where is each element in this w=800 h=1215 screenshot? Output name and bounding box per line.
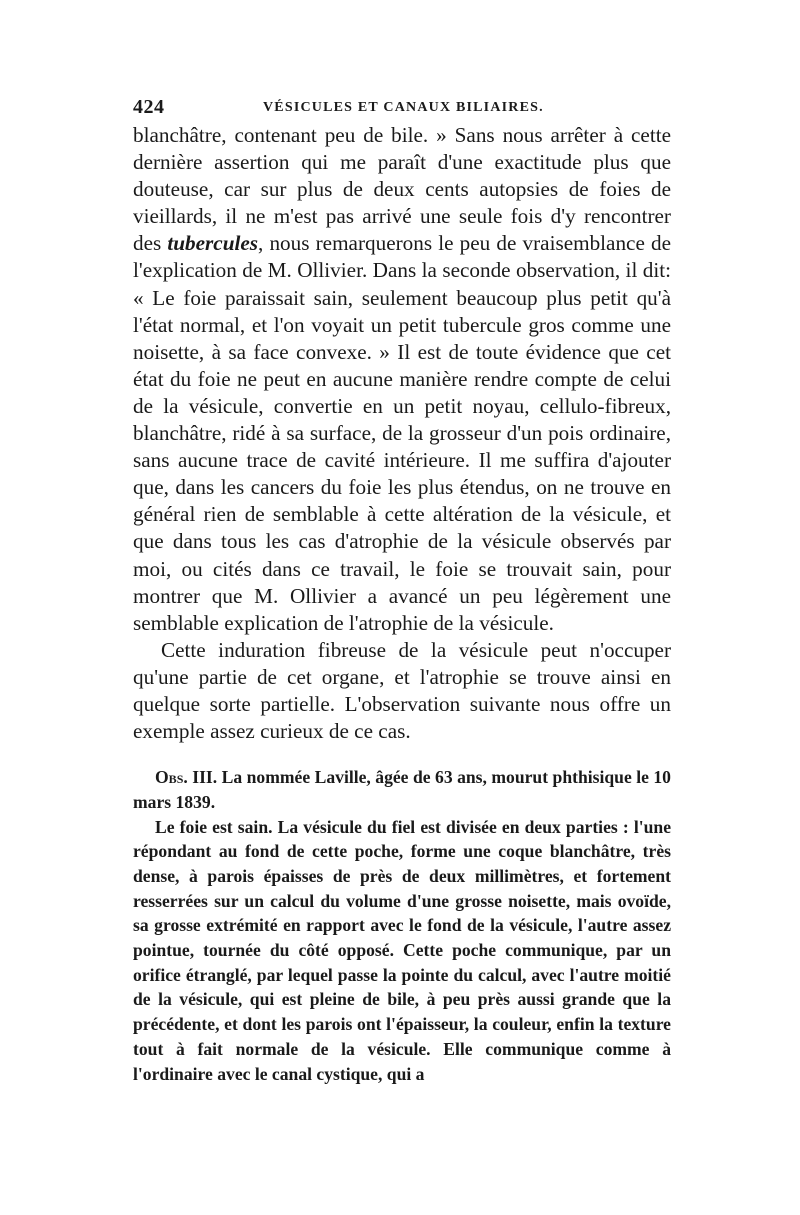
paragraph-1-start: blanchâtre, contenant peu de bile. » Sans nous arrêter à cette dernière assertion qui me paraît d'une exactitude plus que douteuse, car sur plus de deux cents autopsies de foies de vieillards, il ne m'est pas arrivé une seule fois d'y rencontrer des [133,123,671,256]
observation-block [133,765,671,1086]
running-head [133,94,671,120]
running-title: VÉSICULES ET CANAUX BILIAIRES. [263,100,544,115]
observation-label: Obs. III. [155,767,218,788]
body-text [133,122,671,745]
paragraph-1 [133,122,671,637]
observation-intro: La nommée Laville, âgée de 63 ans, mourut phthisique le 10 mars 1839. [133,767,671,812]
book-page [133,94,671,1086]
page-number: 424 [133,96,165,118]
observation-text: Le foie est sain. La vésicule du fiel est divisée en deux parties : l'une répondant au fond de cette poche, forme une coque blanchâtre, très dense, à parois épaisses de près de deux millimètres, et fortement resserrées sur un calcul du volume d'une grosse noisette, mais ovoïde, sa grosse extrémité en rapport avec le fond de la vésicule, l'autre assez pointue, tournée du côté opposé. Cette poche communique, par un orifice étranglé, par lequel passe la pointe du calcul, avec l'autre moitié de la vésicule, qui est pleine de bile, à peu près aussi grande que la précédente, et dont les parois ont l'épaisseur, la couleur, enfin la texture tout à fait normale de la vésicule. Elle communique comme à l'ordinaire avec le canal cystique, qui a [133,816,671,1084]
italic-term: tubercules [167,231,259,256]
observation-heading [133,765,671,814]
paragraph-2: Cette induration fibreuse de la vésicule peut n'occuper qu'une partie de cet organe, et l'atrophie se trouve ainsi en quelque sorte partielle. L'observation suivante nous offre un exemple assez curieux de ce cas. [133,637,671,744]
paragraph-1-end: , nous remarquerons le peu de vraisemblance de l'explication de M. Ollivier. Dans la seconde observation, il dit: « Le foie paraissait sain, seulement beaucoup plus petit qu'à l'état normal, et l'on voyait un petit tubercule gros comme une noisette, à sa face convexe. » Il est de toute évidence que cet état du foie ne peut en aucune manière rendre compte de celui de la vésicule, convertie en un petit noyau, cellulo-fibreux, blanchâtre, ridé à sa surface, de la grosseur d'un pois ordinaire, sans aucune trace de cavité intérieure. Il me suffira d'ajouter que, dans les cancers du foie les plus étendus, on ne trouve en général rien de semblable à cette altération de la vésicule, et que dans tous les cas d'atrophie de la vésicule observés par moi, ou cités dans ce travail, le foie se trouvait sain, pour montrer que M. Ollivier a avancé un peu légèrement une semblable explication de l'atrophie de la vésicule. [133,231,671,635]
